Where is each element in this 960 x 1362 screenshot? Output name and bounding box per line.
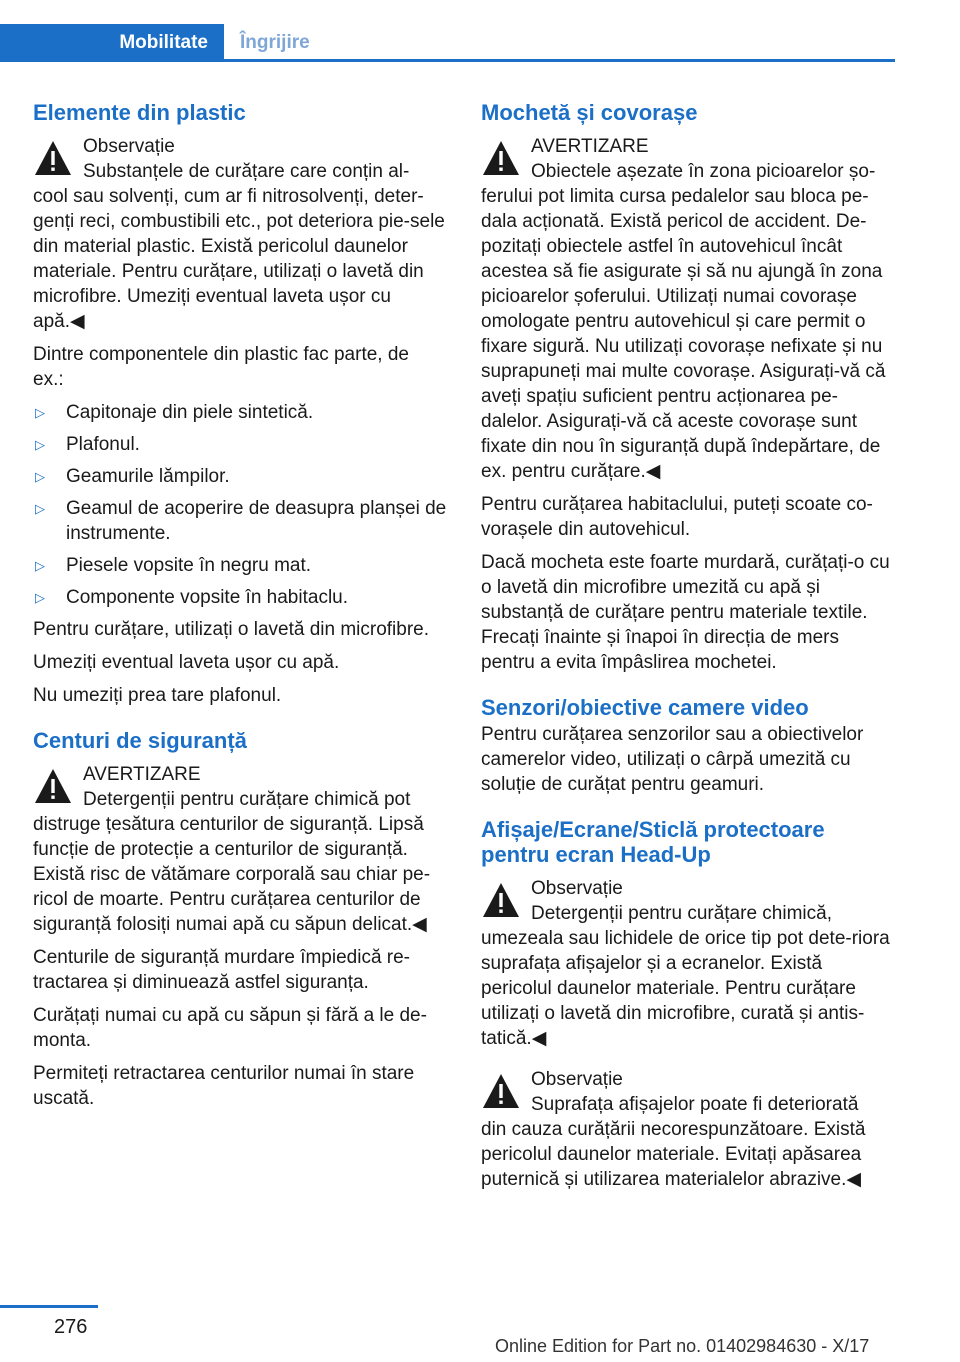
warning-triangle-icon (33, 138, 73, 178)
heading-plastic: Elemente din plastic (33, 100, 246, 125)
warning-text-first: Detergenții pentru curățare chimică pot (83, 789, 411, 810)
warning-title: AVERTIZARE (531, 136, 649, 157)
notice-text-first: Substanțele de curățare care conțin al‐ (83, 161, 410, 182)
notice-title: Observație (531, 878, 623, 899)
list-item: ▷ Geamurile lămpilor. (35, 466, 230, 487)
warning-text: distruge țesătura centurilor de siguranță. Lipsă funcție de protecție a centurilor de siguranță. Există risc de vătămare corporală sau chiar pe‐ricol de moarte. Pentru curățarea centurilor de siguranță folosiți numai apă cu săpun delicat.◀ (33, 814, 431, 935)
notice-title: Observație (531, 1069, 623, 1090)
footer-rule (0, 1305, 98, 1308)
bullet-triangle-icon: ▷ (35, 437, 45, 452)
list-item: ▷ Geamul de acoperire de deasupra planșei de instrumente. (35, 498, 447, 544)
warning-triangle-icon (33, 766, 73, 806)
right-column (481, 100, 895, 1200)
notice-text-first: Detergenții pentru curățare chimică, (531, 903, 832, 924)
plastic-para-3: Nu umeziți prea tare plafonul. (33, 685, 282, 706)
bullet-triangle-icon: ▷ (35, 405, 45, 420)
heading-mats: Mochetă și covorașe (481, 100, 698, 125)
section-tab-mobilitate: Mobilitate (0, 24, 224, 62)
notice-title: Observație (83, 136, 175, 157)
warning-text-first: Obiectele așezate în zona picioarelor șo‐ (531, 161, 876, 182)
page-header (0, 0, 960, 62)
list-item: ▷ Piesele vopsite în negru mat. (35, 555, 312, 576)
header-rule (224, 59, 895, 62)
warning-belts (33, 762, 447, 937)
sensors-para-1: Pentru curățarea senzorilor sau a obiectivelor camerelor video, utilizați o cârpă umezită cu soluție de curățat pentru geamuri. (481, 724, 864, 795)
notice-displays-1 (481, 876, 895, 1051)
bullet-triangle-icon: ▷ (35, 501, 45, 516)
heading-belts: Centuri de siguranță (33, 728, 247, 753)
left-column (33, 100, 447, 1119)
heading-sensors: Senzori/obiective camere video (481, 695, 809, 720)
notice-text: din cauza curățării necorespunzătoare. Există pericolul daunelor materiale. Evitați apăsarea puternică și utilizarea materialelor abrazive.◀ (481, 1119, 866, 1190)
plastic-list (33, 400, 447, 610)
mats-para-2: Dacă mocheta este foarte murdară, curățați-o cu o lavetă din microfibre umezită cu apă și substanță de curățare pentru materiale textile. Frecați înainte și înapoi în direcția de mers pentru a evita împâslirea mochetei. (481, 552, 890, 673)
warning-text: ferului pot limita cursa pedalelor sau bloca pe‐dala acționată. Există pericol de accident. De‐pozitați obiectele astfel în autovehicul încât acestea să fie asigurate și să nu ajungă în zona picioarelor șoferului. Utilizați numai covorașe omologate pentru autovehicul și care permit o fixare sigură. Nu utilizați covorașe nefixate și nu suprapuneți mai multe covorașe. Asigurați-vă că aveți spațiu suficient pentru acționarea pe‐dalelor. Asigurați-vă că aceste covorașe sunt fixate din nou în siguranță după îndepărtare, de ex. pentru curățare.◀ (481, 186, 886, 482)
notice-text: umezeala sau lichidele de orice tip pot dete‐riora suprafața afișajelor și a ecranelor. Există pericolul daunelor materiale. Pentru curățare utilizați o lavetă din microfibre, curată și antis‐tatică.◀ (481, 928, 890, 1049)
page-number: 276 (54, 1316, 88, 1338)
warning-title: AVERTIZARE (83, 764, 201, 785)
bullet-triangle-icon: ▷ (35, 558, 45, 573)
notice-text: cool sau solvenți, cum ar fi nitrosolvenți, deter‐genți reci, combustibili etc., pot deteriora pie‐sele din material plastic. Există pericolul daunelor materiale. Pentru curățare, utilizați o lavetă din microfibre. Umeziți eventual laveta ușor cu apă.◀ (33, 186, 445, 332)
mats-para-1: Pentru curățarea habitaclului, puteți scoate co‐vorașele din autovehicul. (481, 494, 873, 540)
belts-para-1: Centurile de siguranță murdare împiedică re‐tractarea și diminuează astfel siguranța. (33, 947, 411, 993)
list-item: ▷ Componente vopsite în habitaclu. (35, 587, 349, 608)
notice-text-first: Suprafața afișajelor poate fi deteriorată (531, 1094, 859, 1115)
section-tab-ingrijire: Îngrijire (240, 32, 310, 53)
bullet-triangle-icon: ▷ (35, 590, 45, 605)
plastic-para-1: Pentru curățare, utilizați o lavetă din microfibre. (33, 619, 430, 640)
warning-triangle-icon (481, 880, 521, 920)
belts-para-3: Permiteți retractarea centurilor numai în stare uscată. (33, 1063, 415, 1109)
belts-para-2: Curățați numai cu apă cu săpun și fără a le de‐monta. (33, 1005, 427, 1051)
edition-note: Online Edition for Part no. 01402984630 - X/17 (495, 1336, 870, 1356)
warning-triangle-icon (481, 1071, 521, 1111)
list-item: ▷ Plafonul. (35, 434, 140, 455)
heading-displays: Afișaje/Ecrane/Sticlă protectoare pentru ecran Head-Up (481, 817, 825, 867)
notice-plastic (33, 134, 447, 334)
warning-triangle-icon (481, 138, 521, 178)
notice-displays-2 (481, 1067, 895, 1192)
list-item: ▷ Capitonaje din piele sintetică. (35, 402, 314, 423)
plastic-para-2: Umeziți eventual laveta ușor cu apă. (33, 652, 340, 673)
bullet-triangle-icon: ▷ (35, 469, 45, 484)
warning-mats (481, 134, 895, 484)
plastic-intro: Dintre componentele din plastic fac parte, de ex.: (33, 344, 409, 390)
